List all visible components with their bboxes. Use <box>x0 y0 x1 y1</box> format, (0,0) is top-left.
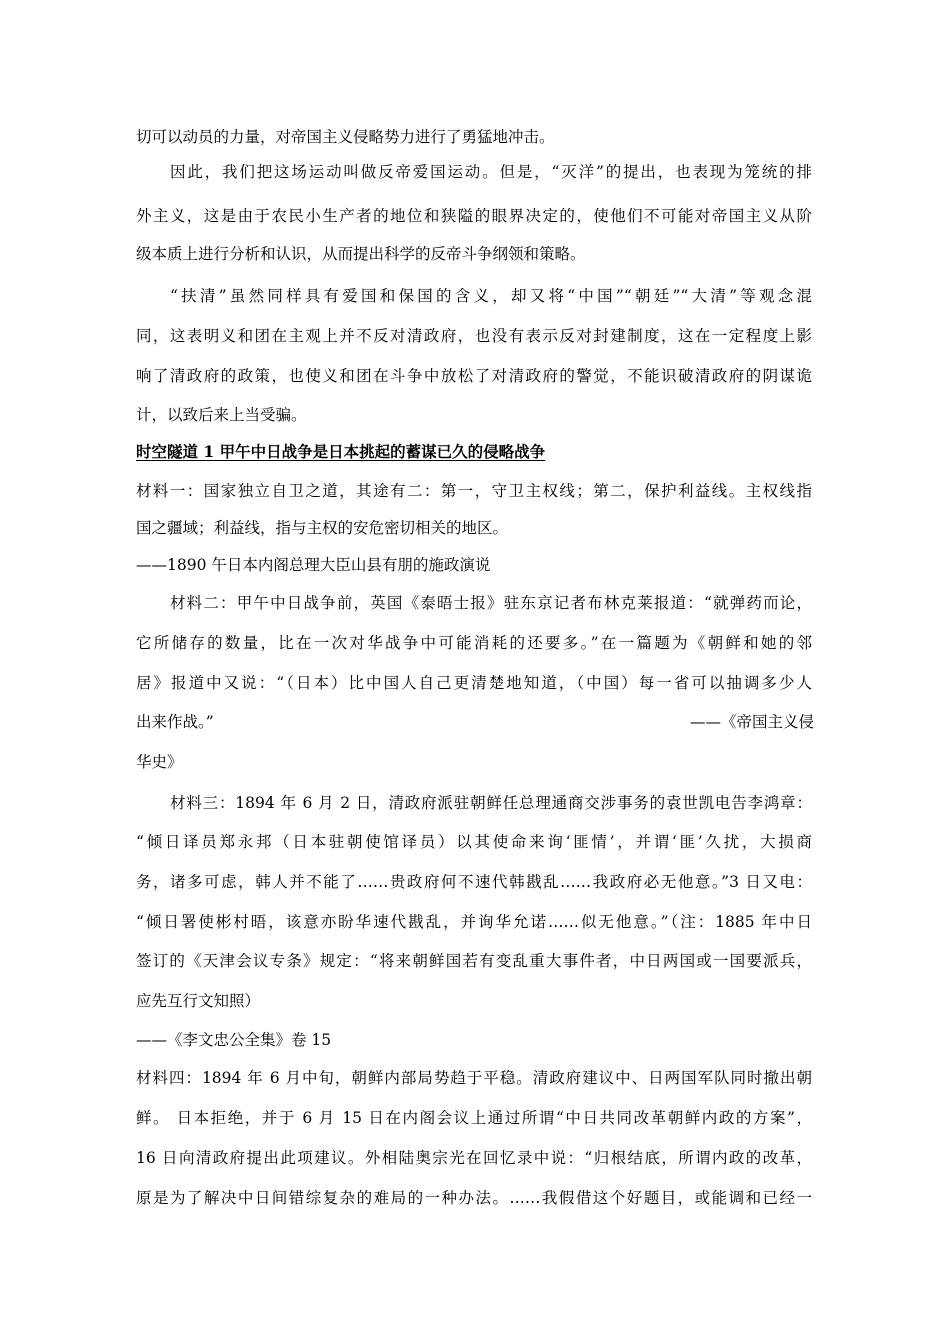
material-2-line-2: 它所储存的数量，比在一次对华战争中可能消耗的还要多。”在一篇题为《朝鲜和她的邻 <box>136 634 812 652</box>
text-line-8: 计，以致后来上当受骗。 <box>136 406 307 424</box>
material-3-line-3: 务，诸多可虑，韩人并不能了……贵政府何不速代韩戡乱……我政府必无他意。”3 日又电： <box>136 873 812 891</box>
material-2-line-4: 出来作战。” <box>136 713 214 731</box>
material-2-source: ——《帝国主义侵 <box>689 713 814 731</box>
material-4-line-3: 16 日向清政府提出此项建议。外相陆奥宗光在回忆录中说：“归根结底，所谓内政的改革， <box>136 1149 812 1167</box>
material-4-line-1: 材料四：1894 年 6 月中旬，朝鲜内部局势趋于平稳。清政府建议中、日两国军队同时撤出朝 <box>136 1069 812 1087</box>
text-line-1: 切可以动员的力量，对帝国主义侵略势力进行了勇猛地冲击。 <box>136 128 555 146</box>
material-3-line-4: “倾日署使彬村晤，该意亦盼华速代戡乱，并询华允诺……似无他意。”（注：1885 年中日 <box>136 913 812 931</box>
material-4-line-2: 鲜。 日本拒绝，并于 6 月 15 日在内阁会议上通过所谓“中日共同改革朝鲜内政的方案”， <box>136 1109 812 1127</box>
material-2-source-cont: 华史》 <box>136 753 183 771</box>
material-3-line-1: 材料三：1894 年 6 月 2 日，清政府派驻朝鲜任总理通商交涉事务的袁世凯电告李鸿章： <box>170 794 812 812</box>
text-line-6: 同，这表明义和团在主观上并不反对清政府，也没有表示反对封建制度，这在一定程度上影 <box>136 327 812 345</box>
section-heading: 时空隧道 1 甲午中日战争是日本挑起的蓄谋已久的侵略战争 <box>136 442 546 461</box>
text-line-5: “扶清”虽然同样具有爱国和保国的含义，却又将“中国”“朝廷”“大清”等观念混 <box>170 287 812 305</box>
material-3-line-2: “倾日译员郑永邦（日本驻朝使馆译员）以其使命来询‘匪情’，并谓‘匪’久扰，大损商 <box>136 833 812 851</box>
material-3-source: ——《李文忠公全集》卷 15 <box>136 1031 332 1049</box>
material-1-line-1: 材料一：国家独立自卫之道，其途有二：第一，守卫主权线；第二，保护利益线。主权线指 <box>136 482 812 500</box>
text-line-4: 级本质上进行分析和认识，从而提出科学的反帝斗争纲领和策略。 <box>136 245 586 263</box>
material-3-line-5: 签订的《天津会议专条》规定：“将来朝鲜国若有变乱重大事件者，中日两国或一国要派兵， <box>136 952 812 970</box>
material-1-line-2: 国之疆域；利益线，指与主权的安危密切相关的地区。 <box>136 519 509 537</box>
text-line-2: 因此，我们把这场运动叫做反帝爱国运动。但是，“灭洋”的提出，也表现为笼统的排 <box>170 163 812 181</box>
text-line-3: 外主义，这是由于农民小生产者的地位和狭隘的眼界决定的，使他们不可能对帝国主义从阶 <box>136 207 812 225</box>
material-2-line-3: 居》报道中又说：“（日本）比中国人自己更清楚地知道，（中国）每一省可以抽调多少人 <box>136 674 812 692</box>
material-4-line-4: 原是为了解决中日间错综复杂的难局的一种办法。……我假借这个好题目，或能调和已经一 <box>136 1189 812 1207</box>
material-1-source: ——1890 午日本内阁总理大臣山县有朋的施政演说 <box>136 556 491 574</box>
text-line-7: 响了清政府的政策，也使义和团在斗争中放松了对清政府的警觉，不能识破清政府的阴谋诡 <box>136 367 812 385</box>
material-3-line-6: 应先互行文知照） <box>136 992 261 1010</box>
material-2-line-1: 材料二：甲午中日战争前，英国《泰晤士报》驻东京记者布林克莱报道：“就弹药而论， <box>170 594 812 612</box>
